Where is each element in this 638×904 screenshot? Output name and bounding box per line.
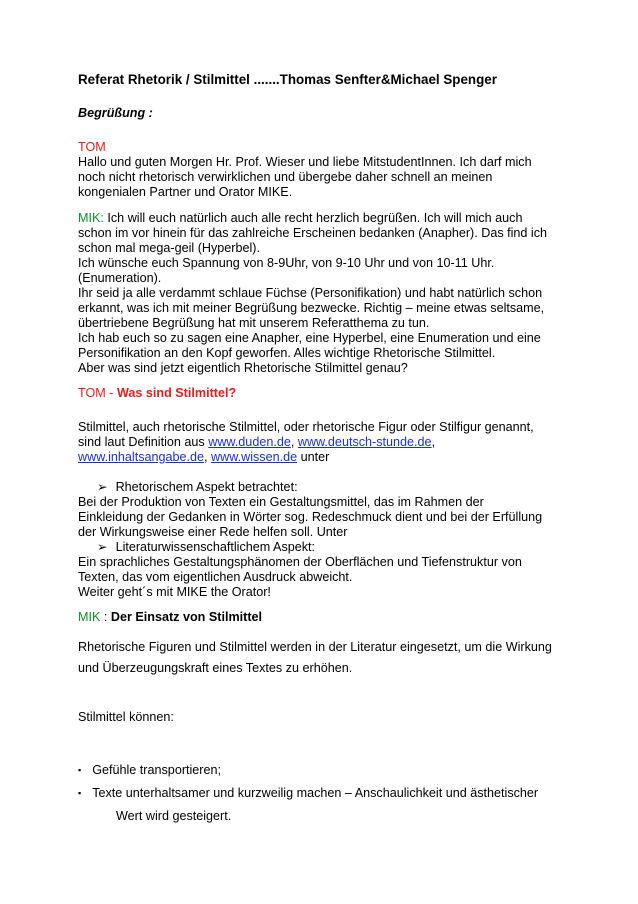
link-deutsch-stunde[interactable]: www.deutsch-stunde.de: [297, 435, 432, 449]
arrow-bullet-icon: ➢: [97, 480, 108, 494]
list-item: ▪ Texte unterhaltsamer und kurzweilig machen – Anschaulichkeit und ästhetischer: [78, 786, 539, 800]
mik-text-line: Personifikation an den Kopf geworfen. Alles wichtige Rhetorische Stilmittel.: [78, 346, 496, 360]
tom-text-line: kongenialen Partner und Orator MIKE.: [78, 185, 293, 199]
aspect-text-line: Bei der Produktion von Texten ein Gestaltungsmittel, das im Rahmen der: [78, 495, 484, 509]
usage-line: Rhetorische Figuren und Stilmittel werden in der Literatur eingesetzt, um die Wirkung: [78, 640, 552, 654]
speaker-mik: MIK:: [78, 211, 104, 225]
aspect-text-line: Einkleidung der Gedanken in Wörter sog. Redeschmuck dient und bei der Erfüllung: [78, 510, 543, 524]
link-inhaltsangabe[interactable]: www.inhaltsangabe.de: [78, 450, 205, 464]
aspect-text-line: der Wirkungsweise einer Rede helfen soll. Unter: [78, 525, 348, 539]
list-item-continuation: Wert wird gesteigert.: [116, 809, 232, 823]
section-title: Der Einsatz von Stilmittel: [110, 610, 263, 624]
definition-line: Stilmittel, auch rhetorische Stilmittel, oder rhetorische Figur oder Stilfigur genannt,: [78, 420, 534, 434]
mik-text-line: Aber was sind jetzt eigentlich Rhetorische Stilmittel genau?: [78, 361, 408, 375]
tom-text-line: noch nicht rhetorisch verwirklichen und übergebe daher schnell an meinen: [78, 170, 493, 184]
link-wissen[interactable]: www.wissen.de: [211, 450, 298, 464]
mik-text-line: Ihr seid ja alle verdammt schlaue Füchse (Personifikation) und habt natürlich schon: [78, 286, 543, 300]
mik-text-line: übertriebene Begrüßung hat mit unserem Referatthema zu tun.: [78, 316, 430, 330]
aspect-label: Rhetorischem Aspekt betrachtet:: [115, 480, 298, 494]
list-item: ▪ Gefühle transportieren;: [78, 763, 222, 777]
definition-line: sind laut Definition aus www.duden.de, www.deutsch-stunde.de,: [78, 435, 436, 449]
link-duden[interactable]: www.duden.de: [208, 435, 291, 449]
tom-text-line: Hallo und guten Morgen Hr. Prof. Wieser und liebe MitstudentInnen. Ich darf mich: [78, 155, 532, 169]
speaker-mik: MIK: [78, 610, 101, 624]
usage-line: und Überzeugungskraft eines Textes zu erhöhen.: [78, 661, 353, 675]
mik-text-line: schon im vor hinein für das zahlreiche Erscheinen bedanken (Anapher). Das find ich: [78, 226, 548, 240]
mik-text-line: schon mal mega-geil (Hyperbel).: [78, 241, 260, 255]
mik-intro-line: [78, 211, 522, 226]
mik-text-line: (Enumeration).: [78, 271, 162, 285]
document-title: Referat Rhetorik / Stilmittel .......Thomas Senfter&Michael Spenger: [78, 72, 497, 87]
aspect-item-literary: [97, 540, 315, 555]
mik-text-line: Ich hab euch so zu sagen eine Anapher, eine Hyperbel, eine Enumeration und eine: [78, 331, 541, 345]
square-bullet-icon: ▪: [78, 765, 82, 775]
square-bullet-icon: ▪: [78, 788, 82, 798]
aspect-item-rhetorical: [97, 480, 298, 495]
section-title: Was sind Stilmittel?: [116, 386, 237, 400]
capabilities-intro: Stilmittel können:: [78, 710, 174, 724]
aspect-text-line: Texten, das vom eigentlichen Ausdruck abweicht.: [78, 570, 353, 584]
aspect-label: Literaturwissenschaftlichem Aspekt:: [115, 540, 316, 554]
aspect-text-line: Ein sprachliches Gestaltungsphänomen der Oberflächen und Tiefenstruktur von: [78, 555, 522, 569]
speaker-tom: TOM: [78, 386, 106, 400]
greeting-heading: Begrüßung :: [78, 106, 153, 120]
arrow-bullet-icon: ➢: [97, 540, 108, 554]
mik-text-line: Ich wünsche euch Spannung von 8-9Uhr, von 9-10 Uhr und von 10-11 Uhr.: [78, 256, 495, 270]
aspect-text-line: Weiter geht´s mit MIKE the Orator!: [78, 585, 271, 599]
definition-line: www.inhaltsangabe.de, www.wissen.de unter: [78, 450, 330, 464]
speaker-tom: TOM: [78, 140, 106, 154]
section-heading-what-are-stilmittel: TOM - Was sind Stilmittel?: [78, 386, 237, 400]
section-heading-einsatz: MIK : Der Einsatz von Stilmittel: [78, 610, 263, 624]
mik-text-line: erkannt, was ich mit meiner Begrüßung bezwecke. Richtig – meine etwas seltsame,: [78, 301, 545, 315]
mik-text: Ich will euch natürlich auch alle recht herzlich begrüßen. Ich will mich auch: [103, 211, 523, 225]
